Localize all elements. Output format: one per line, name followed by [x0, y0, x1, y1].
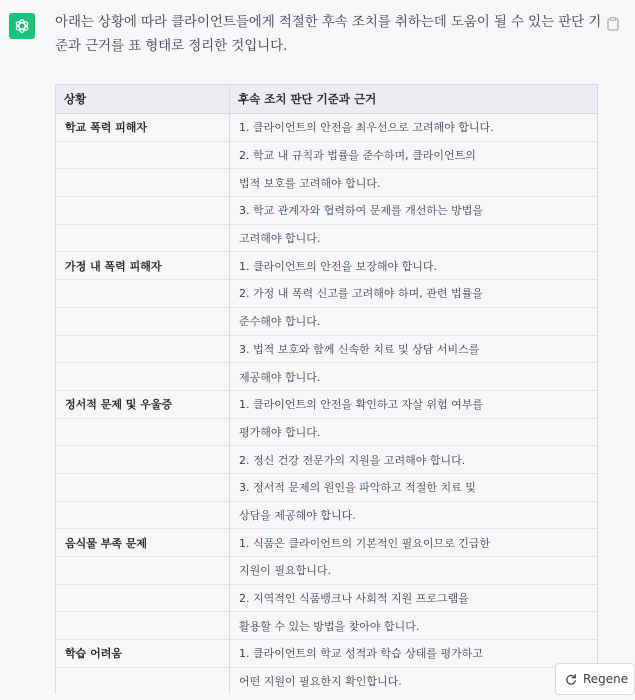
criteria-cell: 상담을 제공해야 합니다. — [230, 501, 598, 529]
criteria-cell: 2. 지역적인 식품뱅크나 사회적 지원 프로그램을 — [230, 584, 598, 612]
situation-cell — [56, 667, 230, 694]
criteria-cell: 지원이 필요합니다. — [230, 557, 598, 585]
situation-cell: 가정 내 폭력 피해자 — [56, 252, 230, 280]
situation-cell — [56, 501, 230, 529]
situation-cell — [56, 197, 230, 225]
situation-cell — [56, 473, 230, 501]
criteria-cell: 활용할 수 있는 방법을 찾아야 합니다. — [230, 612, 598, 640]
table-row — [56, 114, 598, 142]
table-row — [56, 169, 598, 197]
situation-cell: 학습 어려움 — [56, 640, 230, 668]
refresh-icon — [565, 673, 577, 685]
criteria-cell: 평가해야 합니다. — [230, 418, 598, 446]
criteria-cell: 준수해야 합니다. — [230, 307, 598, 335]
situation-cell — [56, 169, 230, 197]
table-row — [56, 529, 598, 557]
situation-cell — [56, 141, 230, 169]
assistant-message-text: 아래는 상황에 따라 클라이언트들에게 적절한 후속 조치를 취하는데 도움이 될 수 있는 판단 기준과 근거를 표 형태로 정리한 것입니다. — [55, 14, 602, 54]
criteria-cell: 2. 정신 건강 전문가의 지원을 고려해야 합니다. — [230, 446, 598, 474]
criteria-cell: 2. 가정 내 폭력 신고를 고려해야 하며, 관련 법률을 — [230, 280, 598, 308]
criteria-cell: 1. 식품은 클라이언트의 기본적인 필요이므로 긴급한 — [230, 529, 598, 557]
table-header-row — [56, 85, 598, 114]
situation-cell — [56, 335, 230, 363]
situation-cell — [56, 584, 230, 612]
table-row — [56, 252, 598, 280]
table-row — [56, 640, 598, 668]
table-row — [56, 307, 598, 335]
table-row — [56, 197, 598, 225]
criteria-cell: 법적 보호를 고려해야 합니다. — [230, 169, 598, 197]
table-row — [56, 557, 598, 585]
table-row — [56, 224, 598, 252]
table-row — [56, 141, 598, 169]
table-row — [56, 473, 598, 501]
situation-cell — [56, 612, 230, 640]
table-row — [56, 335, 598, 363]
criteria-cell: 1. 클라이언트의 안전을 최우선으로 고려해야 합니다. — [230, 114, 598, 142]
table-row — [56, 446, 598, 474]
criteria-cell: 3. 학교 관계자와 협력하여 문제를 개선하는 방법을 — [230, 197, 598, 225]
criteria-table — [55, 84, 598, 694]
situation-cell — [56, 280, 230, 308]
criteria-cell: 1. 클라이언트의 안전을 확인하고 자살 위험 여부를 — [230, 390, 598, 418]
situation-cell — [56, 307, 230, 335]
situation-cell — [56, 363, 230, 391]
situation-cell — [56, 418, 230, 446]
criteria-cell: 고려해야 합니다. — [230, 224, 598, 252]
situation-cell — [56, 557, 230, 585]
situation-cell: 학교 폭력 피해자 — [56, 114, 230, 142]
situation-cell: 정서적 문제 및 우울증 — [56, 390, 230, 418]
copy-button[interactable] — [607, 16, 617, 30]
criteria-cell: 1. 클라이언트의 안전을 보장해야 합니다. — [230, 252, 598, 280]
assistant-avatar — [9, 13, 35, 39]
criteria-cell: 3. 정서적 문제의 원인을 파악하고 적절한 치료 및 — [230, 473, 598, 501]
table-row — [56, 390, 598, 418]
column-header-situation: 상황 — [56, 85, 230, 114]
table-row — [56, 612, 598, 640]
table-row — [56, 418, 598, 446]
criteria-table-wrapper — [55, 84, 597, 694]
situation-cell — [56, 224, 230, 252]
situation-cell — [56, 446, 230, 474]
table-row — [56, 667, 598, 694]
regenerate-button[interactable] — [555, 663, 635, 695]
regenerate-label: Regene — [583, 672, 629, 686]
column-header-criteria: 후속 조치 판단 기준과 근거 — [230, 85, 598, 114]
openai-logo-icon — [13, 17, 31, 35]
table-row — [56, 584, 598, 612]
criteria-cell: 제공해야 합니다. — [230, 363, 598, 391]
criteria-cell: 1. 클라이언트의 학교 성적과 학습 상태를 평가하고 — [230, 640, 598, 668]
table-row — [56, 501, 598, 529]
criteria-cell: 2. 학교 내 규칙과 법률을 준수하며, 클라이언트의 — [230, 141, 598, 169]
criteria-cell: 3. 법적 보호와 함께 신속한 치료 및 상담 서비스를 — [230, 335, 598, 363]
table-row — [56, 280, 598, 308]
clipboard-icon — [607, 17, 621, 31]
table-row — [56, 363, 598, 391]
criteria-cell: 어떤 지원이 필요한지 확인합니다. — [230, 667, 598, 694]
situation-cell: 음식물 부족 문제 — [56, 529, 230, 557]
